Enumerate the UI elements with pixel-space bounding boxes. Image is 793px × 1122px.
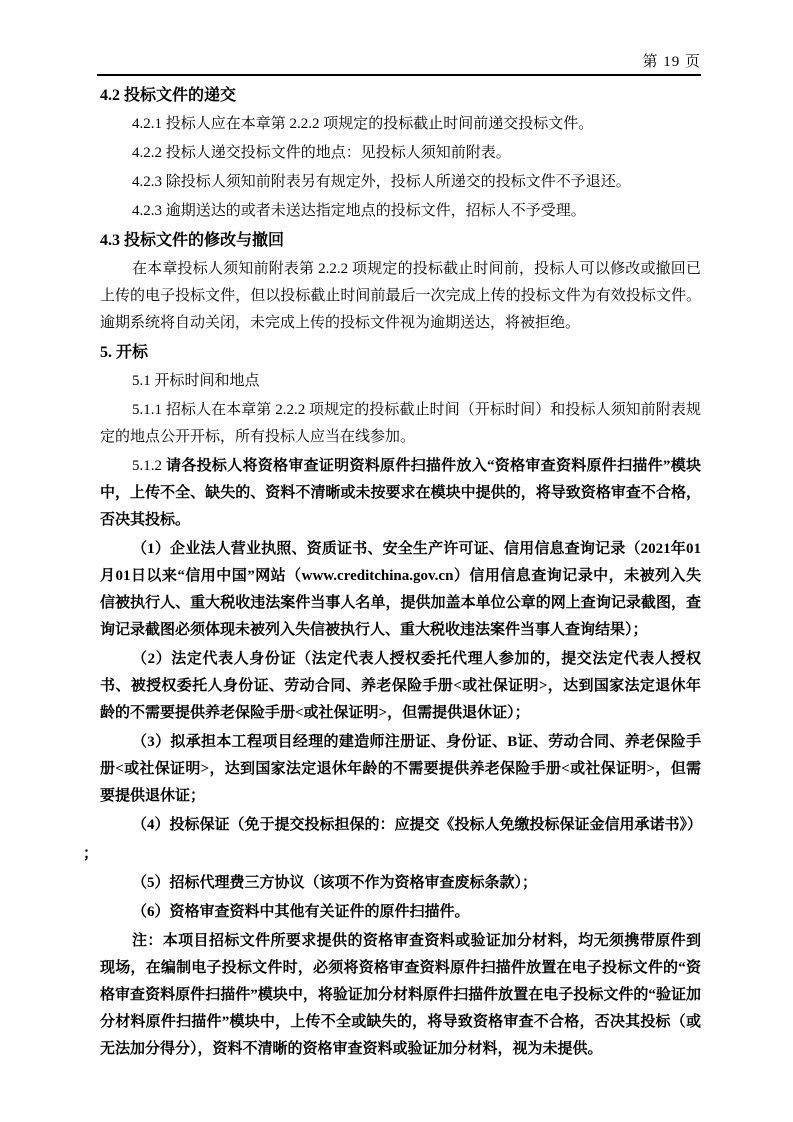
clause-5-1-2-number: 5.1.2: [132, 458, 167, 474]
heading-5: 5. 开标: [100, 344, 149, 361]
clause-5-1-1: 5.1.1 招标人在本章第 2.2.2 项规定的投标截止时间（开标时间）和投标人须知前附表规定的地点公开开标，所有投标人应当在线参加。: [100, 402, 701, 445]
clause-4-2-3b: 4.2.3 逾期送达的或者未送达指定地点的投标文件，招标人不予受理。: [132, 203, 586, 219]
clause-5-1-2: [100, 453, 701, 534]
clause-5-1: 5.1 开标时间和地点: [132, 373, 260, 389]
page-number: 第 19 页: [642, 54, 701, 70]
clause-4-2-1: 4.2.1 投标人应在本章第 2.2.2 项规定的投标截止时间前递交投标文件。: [132, 116, 594, 132]
header-rule: [97, 74, 701, 76]
note-paragraph: 注：本项目招标文件所要求提供的资格审查资料或验证加分材料，均无须携带原件到现场，在编制电子投标文件时，必须将资格审查资料原件扫描件放置在电子投标文件的“资格审查资料原件扫描件”模块中，将验证加分材料原件扫描件放置在电子投标文件的“验证加分材料原件扫描件”模块中，上传不全或缺失的，将导致资格审查不合格，否决其投标（或无法加分得分），资料不清晰的资格审查资料或验证加分材料，视为未提供。: [100, 933, 701, 1057]
list-item-6: （6）资格审查资料中其他有关证件的原件扫描件。: [132, 904, 470, 920]
document-body: [83, 80, 703, 1065]
list-item-5: （5）招标代理费三方协议（该项不作为资格审查废标条款）；: [132, 875, 538, 891]
clause-4-2-2: 4.2.2 投标人递交投标文件的地点：见投标人须知前附表。: [132, 145, 511, 161]
heading-4-2: 4.2 投标文件的递交: [100, 87, 237, 104]
list-item-3: （3）拟承担本工程项目经理的建造师注册证、身份证、B证、劳动合同、养老保险手册<或社保证明>，达到国家法定退休年龄的不需要提供养老保险手册<或社保证明>，但需要提供退休证；: [100, 734, 701, 804]
list-item-4: （4）投标保证（免于提交投标担保的：应提交《投标人免缴投标保证金信用承诺书》）: [132, 817, 703, 833]
list-item-4-tail: ；: [83, 846, 99, 862]
heading-4-3: 4.3 投标文件的修改与撤回: [100, 232, 285, 249]
clause-4-3-body: 在本章投标人须知前附表第 2.2.2 项规定的投标截止时间前，投标人可以修改或撤回已上传的电子投标文件，但以投标截止时间前最后一次完成上传的投标文件为有效投标文件。逾期系统将自动关闭，未完成上传的投标文件视为逾期送达，将被拒绝。: [100, 261, 701, 331]
list-item-2: （2）法定代表人身份证（法定代表人授权委托代理人参加的，提交法定代表人授权书、被授权委托人身份证、劳动合同、养老保险手册<或社保证明>，达到国家法定退休年龄的不需要提供养老保险手册<或社保证明>，但需提供退休证）；: [100, 651, 701, 721]
clause-5-1-2-text: 请各投标人将资格审查证明资料原件扫描件放入“资格审查资料原件扫描件”模块中，上传不全、缺失的、资料不清晰或未按要求在模块中提供的，将导致资格审查不合格，否决其投标。: [100, 458, 702, 528]
list-item-1: （1）企业法人营业执照、资质证书、安全生产许可证、信用信息查询记录（2021年01月01日以来“信用中国”网站（www.creditchina.gov.cn）信用信息查询记录中，未被列入失信被执行人、重大税收违法案件当事人名单，提供加盖本单位公章的网上查询记录截图，查询记录截图必须体现未被列入失信被执行人、重大税收违法案件当事人查询结果）；: [100, 541, 701, 638]
clause-4-2-3a: 4.2.3 除投标人须知前附表另有规定外，投标人所递交的投标文件不予退还。: [132, 174, 631, 190]
